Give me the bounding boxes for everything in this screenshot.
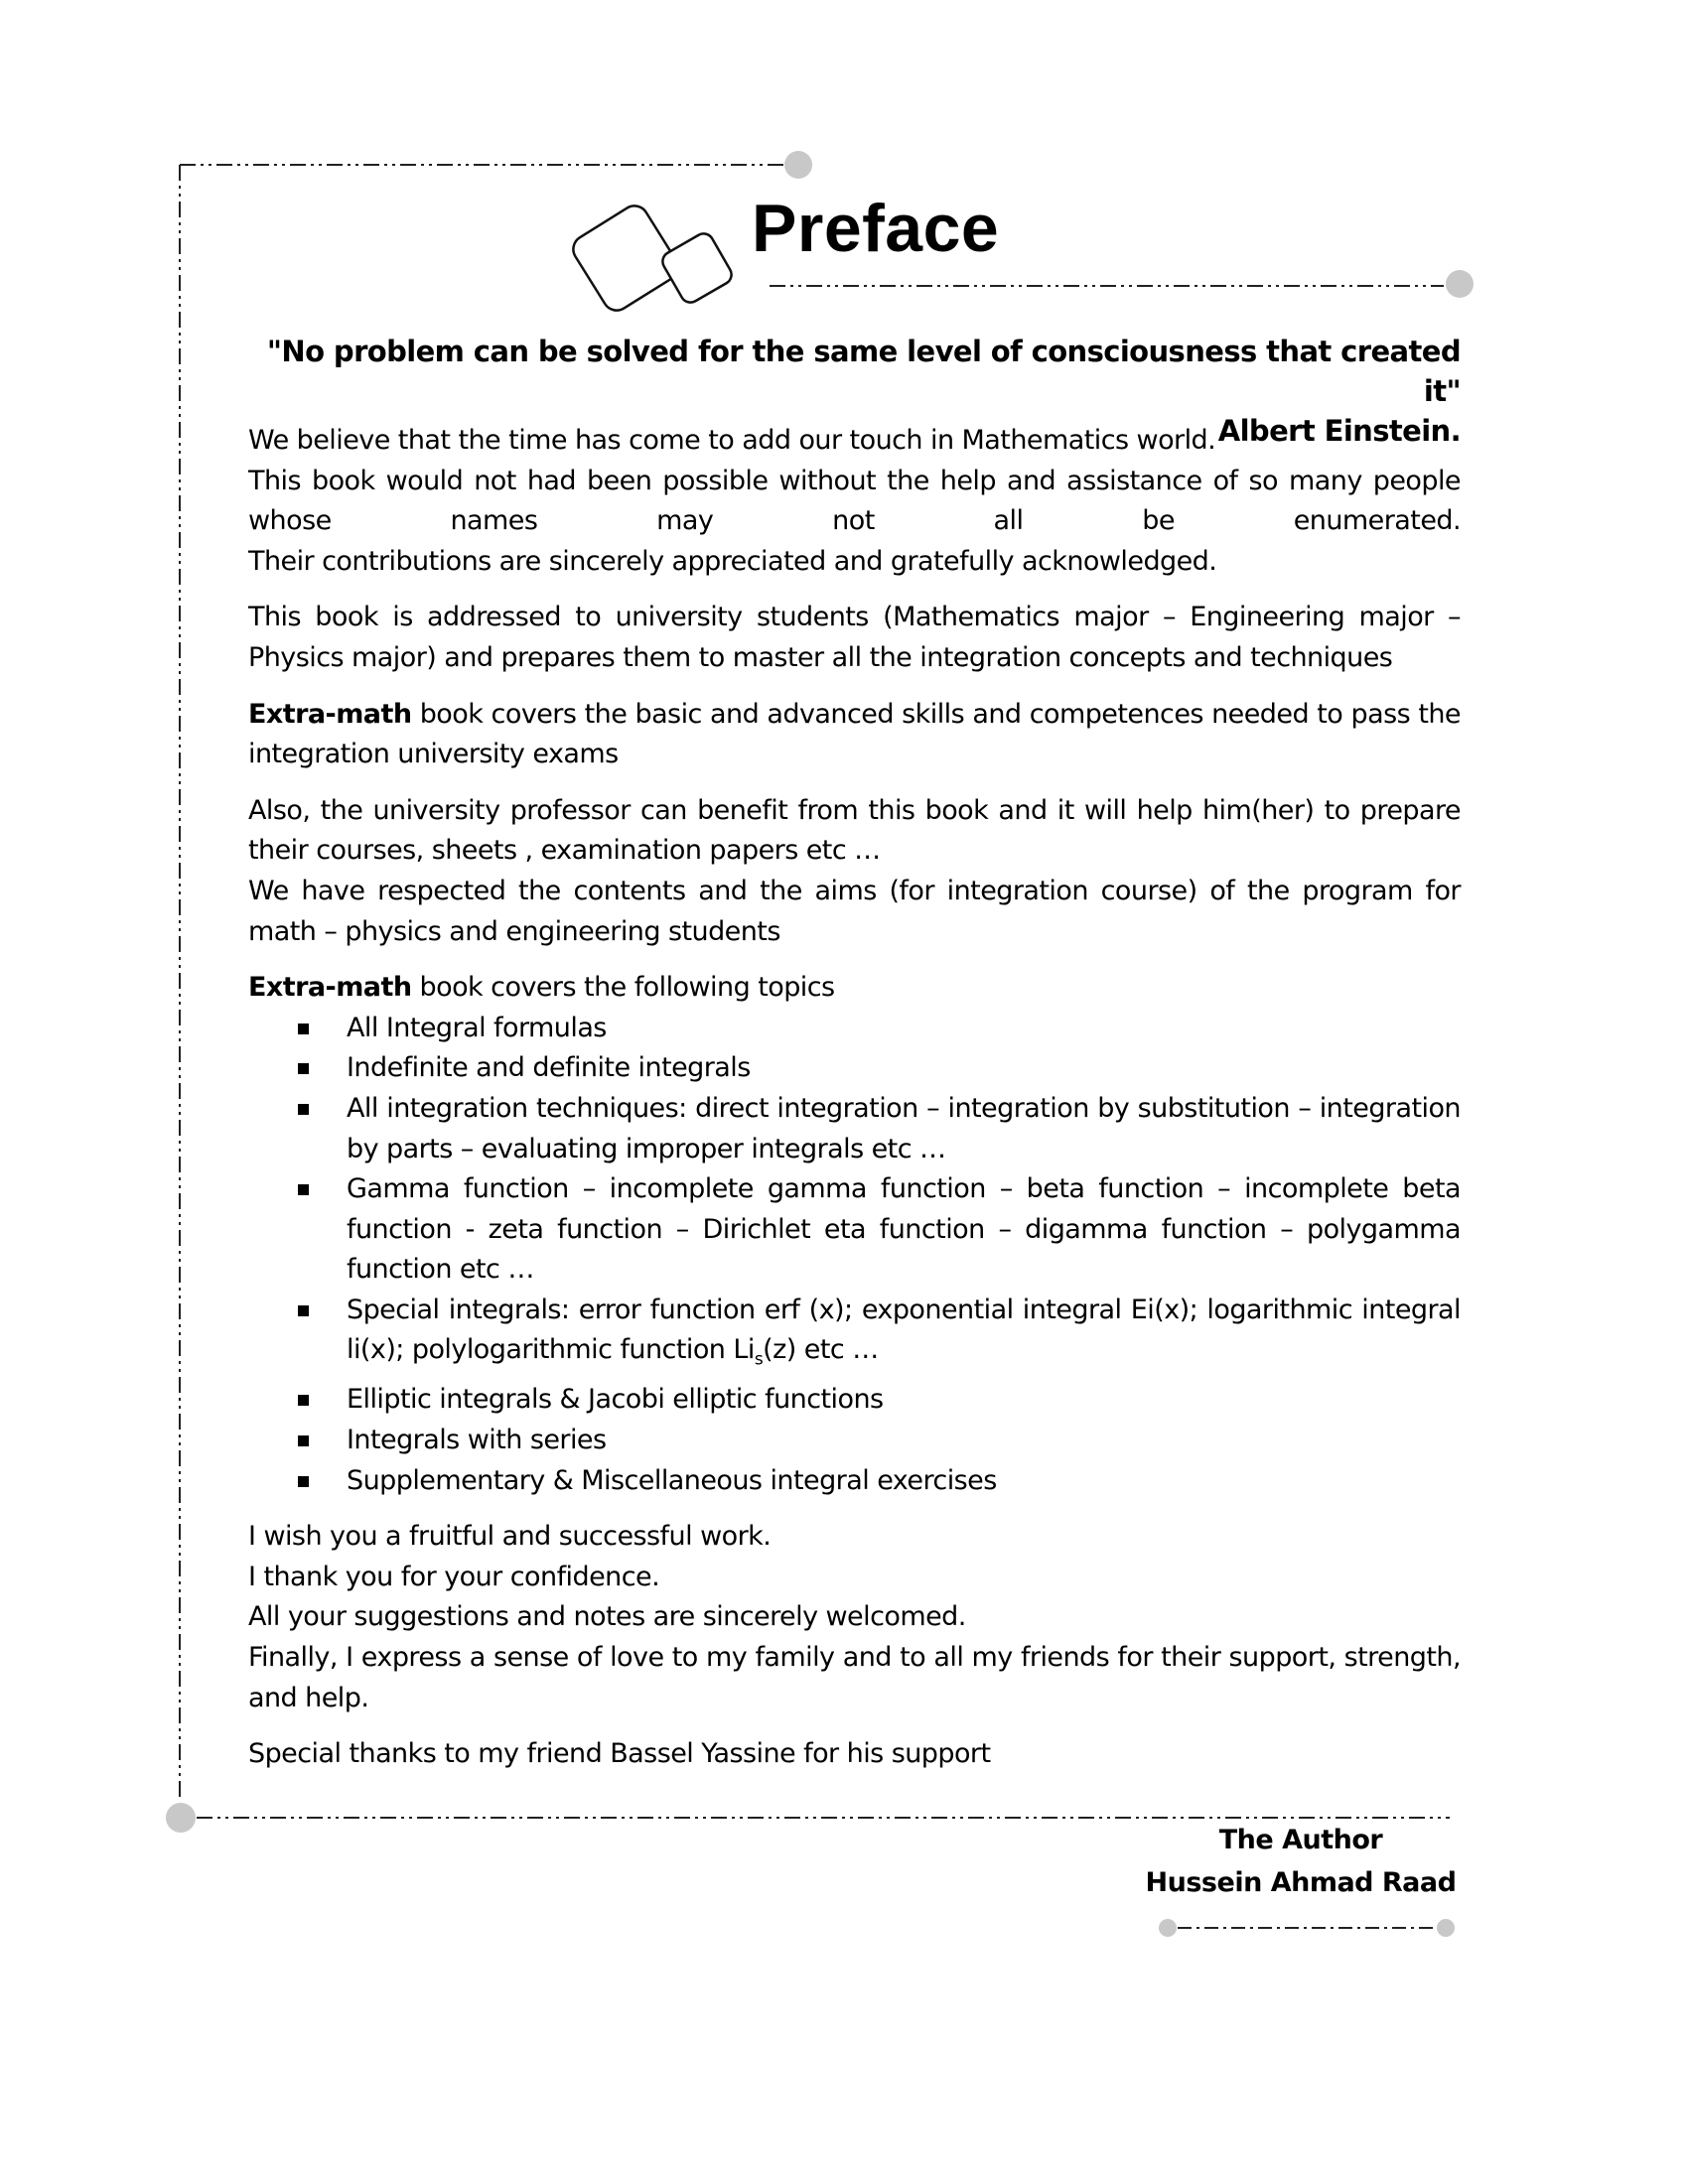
title-squares-icon bbox=[568, 201, 735, 316]
topic-text: Gamma function – incomplete gamma function – beta function – incomplete beta function - zeta function – Dirichlet eta function – digamma function – polygamma function etc … bbox=[347, 1173, 1461, 1286]
topic-text: All Integral formulas bbox=[347, 1012, 607, 1043]
frame-dot-bottom bbox=[166, 1803, 196, 1833]
topic-text: All integration techniques: direct integration – integration by substitution – integration by parts – evaluating improper integrals etc … bbox=[347, 1092, 1461, 1164]
intro-line-4: Their contributions are sincerely appreciated and gratefully acknowledged. bbox=[248, 545, 1217, 577]
signature-role: The Author bbox=[1218, 1825, 1383, 1855]
intro-line-2: This book would not had been possible without the help and assistance of so many people bbox=[248, 465, 1461, 496]
topics-intro bbox=[248, 968, 1461, 1009]
bullet-icon bbox=[298, 1476, 309, 1487]
signature-name: Hussein Ahmad Raad bbox=[1145, 1867, 1457, 1898]
bullet-icon bbox=[298, 1305, 309, 1316]
list-item bbox=[248, 1421, 1461, 1461]
scope-paragraph bbox=[248, 695, 1461, 775]
list-item bbox=[248, 1169, 1461, 1291]
signature-dot-left bbox=[1159, 1919, 1177, 1937]
epigraph-quote: "No problem can be solved for the same level of consciousness that created it" bbox=[266, 335, 1461, 408]
closing-paragraph bbox=[248, 1517, 1461, 1718]
closing-line-1: I wish you a fruitful and successful work. bbox=[248, 1521, 772, 1553]
intro-paragraph bbox=[248, 421, 1461, 582]
bullet-icon bbox=[298, 1063, 309, 1074]
professor-paragraph: Also, the university professor can benefit from this book and it will help him(her) to prepare their courses, sheets , examination papers etc … bbox=[248, 794, 1461, 867]
preface-body bbox=[248, 421, 1461, 1791]
closing-line-3: All your suggestions and notes are sincerely welcomed. bbox=[248, 1601, 966, 1633]
topic-suffix: (z) etc … bbox=[763, 1334, 879, 1366]
title-underline-dot bbox=[1446, 270, 1474, 298]
topic-text: Supplementary & Miscellaneous integral exercises bbox=[347, 1464, 997, 1496]
thanks-paragraph: Special thanks to my friend Bassel Yassine for his support bbox=[248, 1738, 991, 1770]
list-item bbox=[248, 1089, 1461, 1169]
topics-list bbox=[248, 1009, 1461, 1502]
topic-subscript: s bbox=[754, 1349, 764, 1370]
intro-line-3: whose names may not all be enumerated. bbox=[248, 505, 1461, 537]
signature-block bbox=[1142, 1819, 1460, 1904]
topic-text: Integrals with series bbox=[347, 1425, 607, 1456]
audience-paragraph: This book is addressed to university students (Mathematics major – Engineering major – Physics major) and prepares them to master all the integration concepts and techniques bbox=[248, 602, 1461, 673]
topic-text: Special integrals: error function erf (x); exponential integral Ei(x); logarithmic integral li(x); polylogarithmic function Li bbox=[347, 1294, 1461, 1366]
brand-name: Extra-math bbox=[248, 698, 412, 730]
scope-text: book covers the basic and advanced skills and competences needed to pass the integration university exams bbox=[248, 698, 1461, 770]
list-item bbox=[248, 1380, 1461, 1421]
program-paragraph: We have respected the contents and the aims (for integration course) of the program for math – physics and engineering students bbox=[248, 875, 1461, 947]
epigraph-author: Albert Einstein. bbox=[1217, 414, 1461, 448]
list-item bbox=[248, 1009, 1461, 1049]
signature-dot-right bbox=[1437, 1919, 1455, 1937]
page-title: Preface bbox=[752, 191, 1000, 266]
bullet-icon bbox=[298, 1435, 309, 1446]
topics-intro-text: book covers the following topics bbox=[411, 972, 835, 1004]
bullet-icon bbox=[298, 1024, 309, 1034]
closing-line-4: Finally, I express a sense of love to my family and to all my friends for their support, strength, and help. bbox=[248, 1642, 1461, 1713]
closing-line-2: I thank you for your confidence. bbox=[248, 1561, 660, 1592]
bullet-icon bbox=[298, 1395, 309, 1406]
intro-line-1: We believe that the time has come to add our touch in Mathematics world. bbox=[248, 425, 1216, 456]
frame-dot-top bbox=[784, 151, 812, 179]
topic-text: Indefinite and definite integrals bbox=[347, 1052, 751, 1084]
list-item bbox=[248, 1291, 1461, 1381]
bullet-icon bbox=[298, 1104, 309, 1115]
topic-text: Elliptic integrals & Jacobi elliptic functions bbox=[347, 1384, 884, 1416]
brand-name: Extra-math bbox=[248, 972, 412, 1004]
list-item bbox=[248, 1048, 1461, 1089]
list-item bbox=[248, 1461, 1461, 1502]
bullet-icon bbox=[298, 1184, 309, 1195]
